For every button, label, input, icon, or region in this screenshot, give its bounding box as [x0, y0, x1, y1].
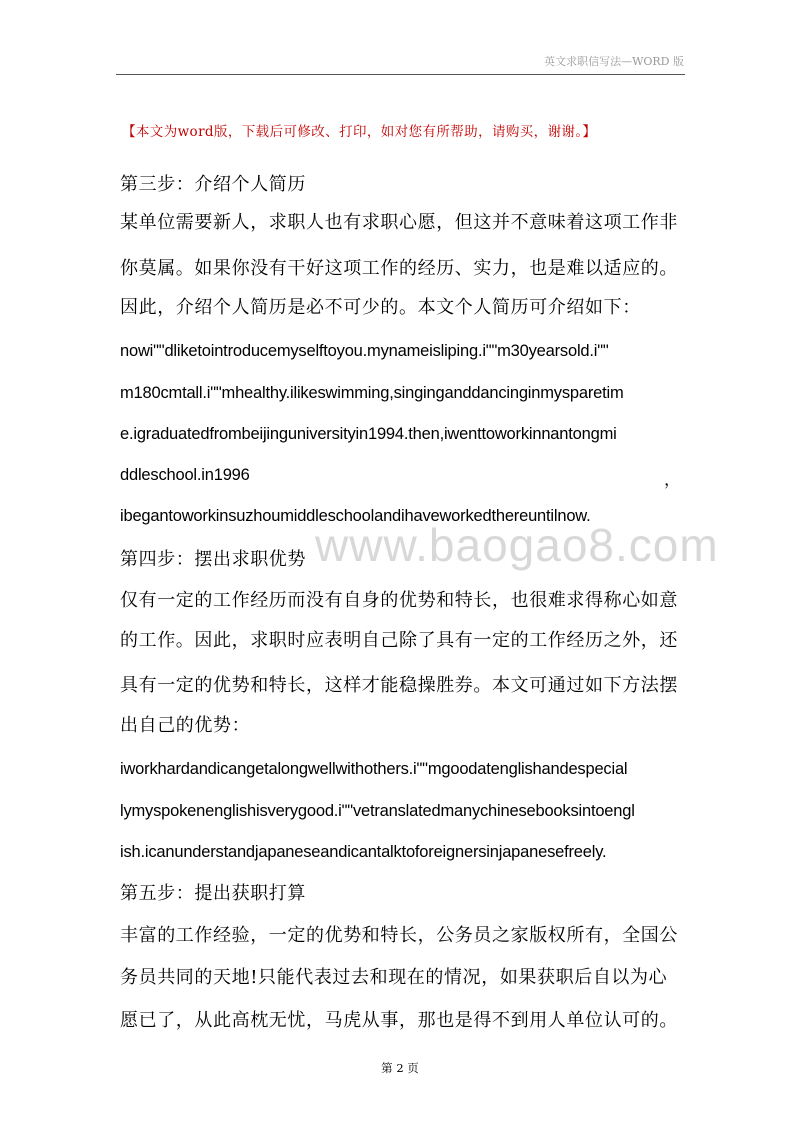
- paragraph-line: 出自己的优势：: [120, 715, 251, 736]
- watermark: www.baogao8.com: [315, 519, 719, 571]
- trailing-comma: ，: [664, 471, 681, 489]
- page-header: 英文求职信写法—WORD 版: [544, 55, 684, 68]
- section-heading-step4: 第四步：摆出求职优势: [120, 549, 306, 570]
- english-line: ish.icanunderstandjapaneseandicantalktoforeignersinjapanesefreely.: [120, 843, 607, 861]
- section-heading-step3: 第三步：介绍个人简历: [120, 174, 306, 195]
- english-line: m180cmtall.i""mhealthy.ilikeswimming,singinganddancinginmysparetim: [120, 384, 624, 402]
- paragraph-line: 的工作。因此，求职时应表明自己除了具有一定的工作经历之外，还: [120, 630, 678, 651]
- paragraph-line: 丰富的工作经验，一定的优势和特长，公务员之家版权所有，全国公: [120, 925, 678, 946]
- english-line: iworkhardandicangetalongwellwithothers.i""mgoodatenglishandespecial: [120, 760, 628, 778]
- english-line: nowi""dliketointroducemyselftoyou.mynameisliping.i""m30yearsold.i"": [120, 342, 609, 360]
- page-number: 第 2 页: [381, 1061, 419, 1075]
- download-notice: 【本文为word版，下载后可修改、打印，如对您有所帮助，请购买，谢谢。】: [122, 124, 597, 140]
- paragraph-line: 你莫属。如果你没有干好这项工作的经历、实力，也是难以适应的。: [120, 258, 678, 279]
- english-line: ibegantoworkinsuzhoumiddleschoolandihaveworkedthereuntilnow.: [120, 507, 591, 525]
- paragraph-line: 具有一定的优势和特长，这样才能稳操胜券。本文可通过如下方法摆: [120, 675, 678, 696]
- english-line: lymyspokenenglishisverygood.i""vetranslatedmanychinesebooksintoengl: [120, 802, 635, 820]
- paragraph-line: 务员共同的天地!只能代表过去和现在的情况，如果获职后自以为心: [120, 967, 668, 988]
- paragraph-line: 因此，介绍个人简历是必不可少的。本文个人简历可介绍如下：: [120, 297, 641, 318]
- paragraph-line: 某单位需要新人，求职人也有求职心愿，但这并不意味着这项工作非: [120, 212, 678, 233]
- paragraph-line: 仅有一定的工作经历而没有自身的优势和特长，也很难求得称心如意: [120, 590, 678, 611]
- paragraph-line: 愿已了，从此高枕无忧，马虎从事，那也是得不到用人单位认可的。: [120, 1010, 678, 1031]
- section-heading-step5: 第五步：提出获职打算: [120, 883, 306, 904]
- english-line: e.igraduatedfrombeijinguniversityin1994.then,iwenttoworkinnantongmi: [120, 425, 617, 443]
- english-line: ddleschool.in1996: [120, 466, 250, 484]
- header-divider: [116, 74, 685, 75]
